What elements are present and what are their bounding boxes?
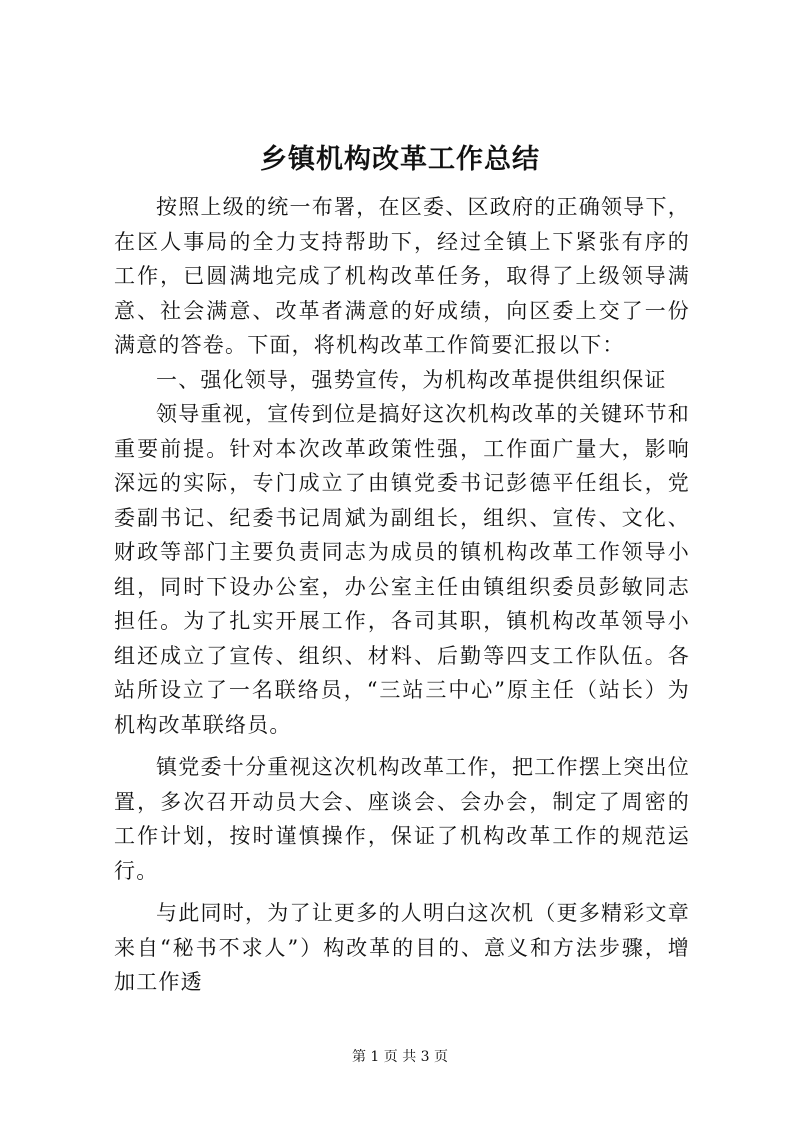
paragraph-publicity: 与此同时，为了让更多的人明白这次机（更多精彩文章来自“秘书不求人”）构改革的目的、意义和方法步骤，增加工作透 bbox=[114, 901, 690, 994]
paragraph-leadership: 领导重视，宣传到位是搞好这次机构改革的关键环节和重要前提。针对本次改革政策性强，工作面广量大，影响深远的实际，专门成立了由镇党委书记彭德平任组长，党委副书记、纪委书记周斌为副组长，组织、宣传、文化、财政等部门主要负责同志为成员的镇机构改革工作领导小组，同时下设办公室，办公室主任由镇组织委员彭敏同志担任。为了扎实开展工作，各司其职，镇机构改革领导小组还成立了宣传、组织、材料、后勤等四支工作队伍。各站所设立了一名联络员，“三站三中心”原主任（站长）为机构改革联络员。 bbox=[114, 402, 690, 737]
document-title: 乡镇机构改革工作总结 bbox=[260, 144, 540, 175]
paragraph-intro: 按照上级的统一布署，在区委、区政府的正确领导下，在区人事局的全力支持帮助下，经过全镇上下紧张有序的工作，已圆满地完成了机构改革任务，取得了上级领导满意、社会满意、改革者满意的好成绩，向区委上交了一份满意的答卷。下面，将机构改革工作简要汇报以下： bbox=[114, 195, 690, 357]
document-body bbox=[114, 190, 690, 1000]
section-heading-1: 一、强化领导，强势宣传，为机构改革提供组织保证 bbox=[156, 367, 667, 392]
paragraph-party-committee: 镇党委十分重视这次机构改革工作，把工作摆上突出位置，多次召开动员大会、座谈会、会办会，制定了周密的工作计划，按时谨慎操作，保证了机构改革工作的规范运行。 bbox=[114, 755, 690, 883]
page-number-footer: 第 1 页 共 3 页 bbox=[351, 1049, 449, 1065]
